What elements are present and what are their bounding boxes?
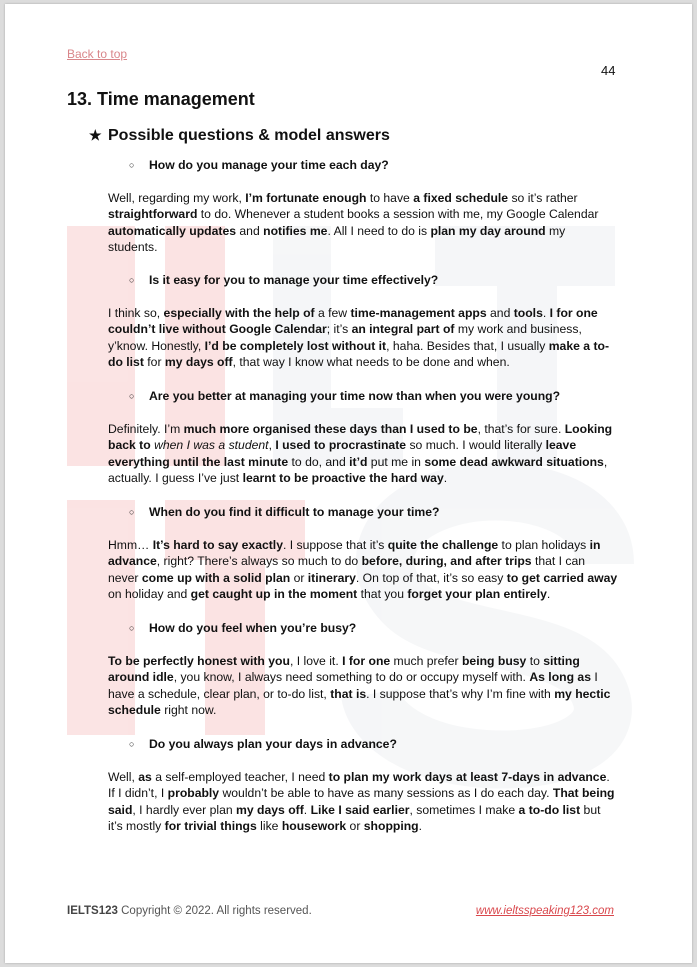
section-title: 13. Time management [67, 89, 255, 109]
answer-text: . If I didn’t, I [108, 770, 610, 801]
qa-item [108, 272, 618, 371]
answer-highlight: especially with the help of [163, 306, 315, 320]
answer-text: . [542, 306, 550, 320]
answer-highlight: learnt to be proactive the hard way [242, 471, 444, 486]
question [108, 620, 618, 636]
answer-text: to [526, 654, 544, 668]
question [108, 272, 618, 288]
circle-bullet-icon: ○ [129, 160, 135, 170]
circle-bullet-icon: ○ [129, 739, 135, 749]
answer-highlight: To be perfectly honest with you [108, 654, 290, 668]
answer-text: wouldn’t be able to have as many sessions as I do each day. [219, 786, 553, 801]
answer-highlight: for trivial things [164, 819, 257, 834]
answer-text: to plan holidays [498, 538, 590, 552]
answer-highlight: leave everything until the last minute [108, 438, 577, 469]
qa-item [108, 620, 618, 719]
answer-text: and [486, 306, 514, 320]
answer-highlight: I’m fortunate enough [245, 191, 367, 205]
answer-highlight: itinerary [307, 570, 356, 585]
qa-item [108, 504, 618, 603]
question-text: Do you always plan your days in advance? [149, 737, 397, 751]
answer-highlight: to plan my work days at least 7-days in advance [328, 770, 607, 784]
answer-text: , I hardly ever plan [132, 802, 237, 817]
document-page [5, 4, 692, 963]
answer-text: , I love it. [289, 654, 343, 668]
answer-highlight: Like I said earlier [310, 802, 410, 817]
answer-text: put me in [367, 454, 425, 469]
answer-highlight: shopping [363, 819, 419, 834]
footer-brand: IELTS123 [67, 905, 118, 917]
answer-text: a few [314, 306, 351, 320]
answer-text: much prefer [390, 654, 462, 668]
answer-highlight: before, during, and after trips [361, 554, 532, 569]
answer-text: , haha. Besides that, I usually [386, 338, 549, 353]
answer-highlight: sitting around idle [108, 654, 580, 685]
answer-text: Definitely. I’m [108, 422, 184, 436]
answer-highlight: some dead awkward situations [424, 454, 604, 469]
question-text: How do you manage your time each day? [149, 158, 389, 172]
question [108, 736, 618, 752]
answer-text: a self-employed teacher, I need [151, 770, 329, 784]
answer-text: like [256, 819, 282, 834]
answer [108, 305, 618, 371]
question-text: When do you find it difficult to manage your time? [149, 505, 440, 519]
answer-text: ; it’s [326, 322, 352, 337]
answer [108, 421, 618, 487]
answer-text: , actually. I guess I’ve just [108, 454, 608, 486]
answer [108, 537, 618, 603]
answer-highlight: my hectic schedule [108, 686, 611, 718]
answer-highlight: quite the challenge [387, 538, 499, 552]
answer-text: my students. [108, 223, 566, 255]
page-number: 44 [601, 63, 616, 78]
circle-bullet-icon: ○ [129, 391, 135, 401]
answer-text: right now. [160, 703, 217, 718]
answer-text: I have a schedule, clear plan, or to-do list, [108, 670, 598, 701]
answer-highlight: in advance [108, 538, 601, 569]
answer-highlight: come up with a solid plan [141, 570, 291, 585]
answer-text: to do. Whenever a student books a session with me, my Google Calendar [197, 207, 599, 222]
answer-text: Hmm… [108, 538, 153, 552]
answer-text: to have [366, 191, 414, 205]
answer-text: , that way I know what needs to be done and when. [232, 355, 510, 370]
answer-text: . [443, 471, 448, 486]
answer-highlight: That being said [108, 786, 615, 817]
answer-text: I think so, [108, 306, 164, 320]
answer-highlight: time-management apps [350, 306, 487, 320]
answer-text: . All I need to do is [327, 223, 431, 238]
answer-text: . On top of that, it’s so easy [355, 570, 507, 585]
answer-text: so much. I would literally [406, 438, 546, 453]
answer-text: when I was a student [154, 438, 269, 453]
answer-highlight: a to-do list [518, 802, 581, 817]
answer-text: , you know, I always need something to do or occupy myself with. [173, 670, 530, 685]
question [108, 504, 618, 520]
question-text: How do you feel when you’re busy? [149, 621, 357, 635]
answer [108, 190, 618, 256]
answer-highlight: I for one [342, 654, 391, 668]
answer-text: , right? There’s always so much to do [156, 554, 362, 569]
footer-copyright [67, 905, 312, 917]
back-to-top-link[interactable]: Back to top [67, 47, 128, 61]
answer-highlight: plan my day around [430, 223, 546, 238]
answer-text: Well, [108, 770, 139, 784]
answer-highlight: probably [167, 786, 220, 801]
answer-text: or [290, 570, 308, 585]
answer-highlight: much more organised these days than I used to be [183, 422, 478, 436]
answer-highlight: Looking back to [108, 422, 613, 453]
circle-bullet-icon: ○ [129, 507, 135, 517]
answer-text: . I suppose that’s why I’m fine with [366, 686, 555, 701]
answer-highlight: make a to-do list [108, 338, 610, 370]
answer-highlight: automatically updates [108, 223, 237, 238]
answer-highlight: I’d be completely lost without it [204, 338, 387, 353]
answer-highlight: it’d [349, 454, 368, 469]
answer-text: but it’s mostly [108, 802, 601, 834]
answer-text: that I can never [108, 554, 586, 585]
star-bullet-icon: ★ [89, 127, 102, 143]
answer-highlight: forget your plan entirely [407, 587, 547, 602]
circle-bullet-icon: ○ [129, 623, 135, 633]
answer-highlight: I for one couldn’t live without Google Calendar [108, 306, 598, 337]
answer-text: to do, and [288, 454, 350, 469]
footer-copyright-text: Copyright © 2022. All rights reserved. [117, 905, 312, 917]
answer-text: Well, regarding my work, [108, 191, 246, 205]
answer-highlight: as [138, 770, 152, 784]
question-text: Are you better at managing your time now than when you were young? [149, 389, 561, 403]
answer-highlight: an integral part of [351, 322, 455, 337]
question [108, 388, 618, 404]
answer-highlight: As long as [529, 670, 591, 685]
answer-highlight: get caught up in the moment [190, 587, 358, 602]
answer-text: for [143, 355, 165, 370]
answer-text: or [346, 819, 364, 834]
answer [108, 653, 618, 719]
answer-highlight: a fixed schedule [413, 191, 509, 205]
answer-text: , [268, 438, 276, 453]
answer-highlight: I used to procrastinate [275, 438, 407, 453]
answer-text: , sometimes I make [409, 802, 519, 817]
answer-text: that you [357, 587, 408, 602]
sub-heading [89, 127, 390, 145]
answer-highlight: my days off [236, 802, 304, 817]
footer-website-link[interactable]: www.ieltsspeaking123.com [475, 905, 614, 917]
answer-text: . [418, 819, 423, 834]
qa-item [108, 736, 618, 835]
answer-highlight: my days off [164, 355, 233, 370]
answer-highlight: notifies me [263, 223, 328, 238]
answer-highlight: that is [330, 686, 367, 701]
circle-bullet-icon: ○ [129, 275, 135, 285]
answer-text: and [236, 223, 264, 238]
answer [108, 769, 618, 835]
question-text: Is it easy for you to manage your time effectively? [149, 273, 439, 287]
answer-text: on holiday and [108, 587, 191, 602]
answer-text: . I suppose that it’s [282, 538, 388, 552]
answer-highlight: It’s hard to say exactly [152, 538, 283, 552]
answer-text: so it’s rather [508, 191, 578, 205]
answer-highlight: to get carried away [506, 570, 618, 585]
question [108, 157, 618, 173]
answer-text: . [546, 587, 551, 602]
sub-heading-label: Possible questions & model answers [108, 127, 390, 144]
answer-text: my work and business, y’know. Honestly, [108, 322, 582, 353]
answer-highlight: being busy [461, 654, 527, 668]
qa-item [108, 157, 618, 256]
answer-highlight: housework [281, 819, 347, 834]
qa-item [108, 388, 618, 487]
answer-text: . [303, 802, 311, 817]
answer-highlight: tools [513, 306, 543, 320]
answer-highlight: straightforward [108, 207, 198, 222]
answer-text: , that’s for sure. [477, 422, 565, 436]
